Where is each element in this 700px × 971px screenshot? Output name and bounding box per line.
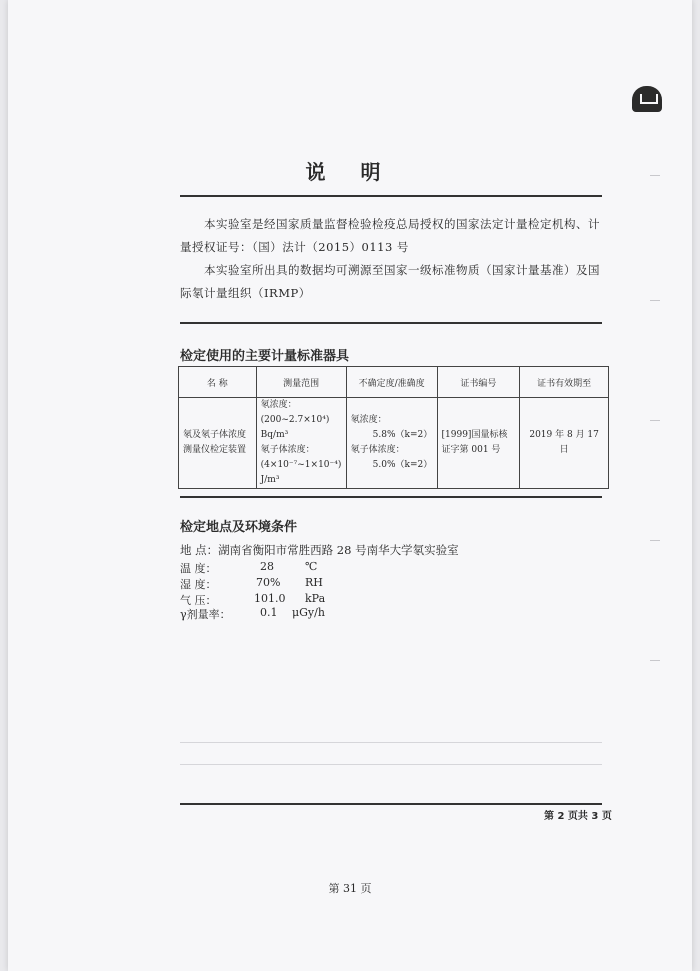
col-header-name: 名 称 [179,367,257,398]
equipment-section-title: 检定使用的主要计量标准器具 [180,349,350,364]
cell-cert-no: [1999]国量标核证字第 001 号 [437,398,520,489]
margin-tick [650,300,660,301]
margin-tick [650,660,660,661]
margin-tick [650,420,660,421]
intro-paragraph-2: 本实验室所出具的数据均可溯源至国家一级标准物质（国家计量基准）及国际氡计量组织（IRMP） [180,263,600,300]
cell-valid-until: 2019 年 8 月 17 日 [520,398,609,489]
location-line [180,542,459,558]
environment-section-title: 检定地点及环境条件 [180,520,298,535]
page-title: 说 明 [305,160,395,184]
col-header-valid-until: 证书有效期至 [520,367,609,398]
table-header-row [179,367,609,398]
intro-paragraph-1: 本实验室是经国家质量监督检验检疫总局授权的国家法定计量检定机构、计量授权证号：（国）法计（2015）0113 号 [180,217,600,254]
title-divider [180,195,602,197]
col-header-uncertainty: 不确定度/准确度 [346,367,437,398]
cell-uncertainty: 氡浓度： 5.8%（k=2） 氡子体浓度： 5.0%（k=2） [346,398,437,489]
equipment-table [178,366,609,489]
location-label: 地 点： [180,543,219,557]
faint-rule [180,742,602,743]
cell-range: 氡浓度： (200~2.7×10⁴) Bq/m³ 氡子体浓度： (4×10⁻⁷~1×10⁻⁴) J/m³ [256,398,346,489]
bottom-page-number: 第 31 页 [328,882,372,895]
section-divider [180,322,602,324]
location-value: 湖南省衡阳市常胜西路 28 号南华大学氡实验室 [218,543,459,557]
section-divider [180,496,602,498]
footer-divider [180,803,602,805]
col-header-cert-no: 证书编号 [437,367,520,398]
cell-name: 氡及氡子体浓度测量仪检定装置 [179,398,257,489]
table-row [179,398,609,489]
col-header-range: 测量范围 [256,367,346,398]
page-count: 第 2 页共 3 页 [544,811,612,822]
faint-rule [180,764,602,765]
corner-logo-icon [632,86,662,112]
margin-tick [650,540,660,541]
